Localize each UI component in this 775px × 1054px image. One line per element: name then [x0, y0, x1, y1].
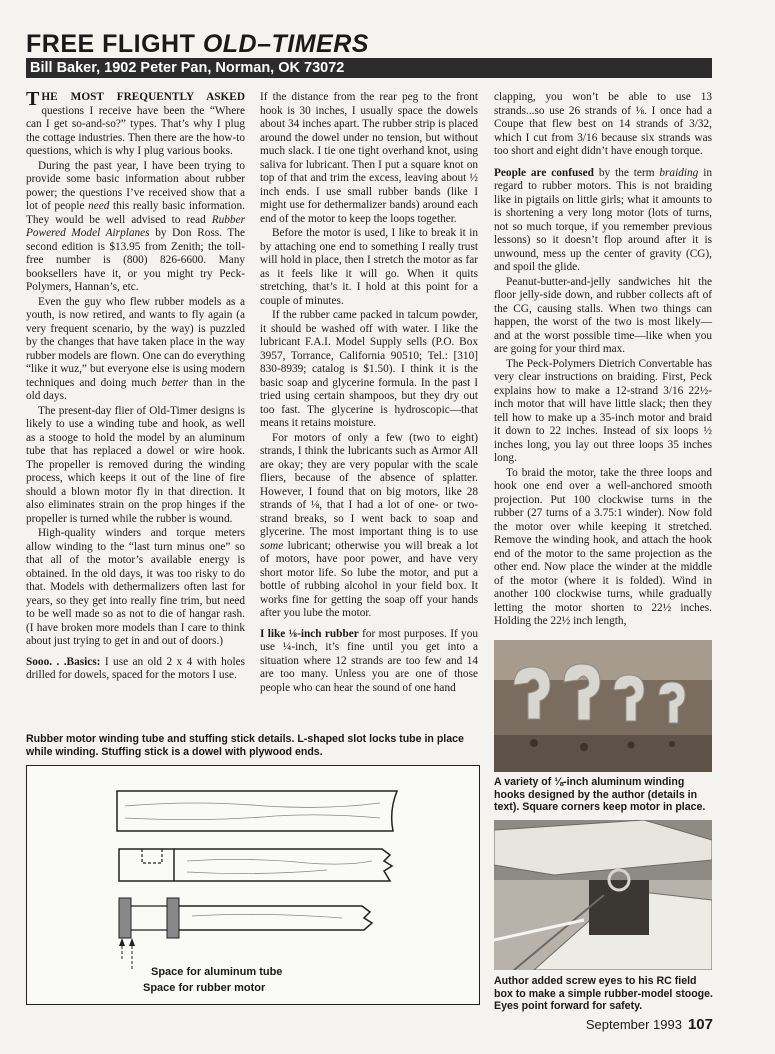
- column-2: [260, 91, 478, 696]
- run-in-head: Sooo. . .Basics:: [26, 655, 101, 668]
- paragraph: [26, 160, 245, 295]
- paragraph-text: For motors of only a few (two to eight) strands, I think the lubricants such as Armor All are okay; they are very popular with the scale fliers, because of the absence of splatter. However, I found that on big motors, like 28 strands of ⅛, that I had a lot of one- or two-strand breaks, so I went back to soap and glycerine. The most important thing is to use: [260, 431, 478, 538]
- paragraph: [494, 167, 712, 275]
- field-box-image: [494, 820, 712, 970]
- emphasis: better: [161, 376, 188, 389]
- paragraph: [260, 432, 478, 621]
- paragraph-text: by the term: [598, 166, 655, 179]
- stooge-photo: [494, 820, 712, 970]
- paragraph: [26, 656, 245, 683]
- issue-date: September 1993: [585, 1017, 682, 1032]
- paragraph: Before the motor is used, I like to break it in by attaching one end to something I really trust will hold in place, then I stretch the motor as far as it feels like it will go. When it quits stretching, that’s it. I hold at this point for a couple of minutes.: [260, 227, 478, 307]
- byline: Bill Baker, 1902 Peter Pan, Norman, OK 73072: [26, 58, 712, 78]
- emphasis: some: [260, 539, 284, 552]
- run-in-head: I like ⅛-inch rubber: [260, 627, 359, 640]
- label-rubber-motor: Space for rubber motor: [143, 982, 266, 994]
- winding-hooks-image: [494, 640, 712, 772]
- paragraph-text: than in the old days.: [26, 376, 246, 402]
- paragraph: If the rubber came packed in talcum powder, it should be washed off with water. I like the lubricant F.A.I. Model Supply sells (P.O. Box 3957, Torrance, California 90510; Tel.: [310] 830-8939; catalog is $1.50). I think it is the basic soap and glycerine formula. In the past I tried using certain shampoos, but they dry out too fast. The glycerine is hydroscopic—that means it retains moisture.: [260, 309, 478, 429]
- paragraph: [260, 628, 478, 696]
- paragraph-text: this really basic information. They would be well advised to read: [26, 200, 245, 226]
- paragraph: [26, 296, 245, 404]
- drop-cap: T: [26, 88, 40, 110]
- page-title: [26, 30, 369, 59]
- paragraph-text: for most purposes. If you use ¼-inch, it’s fine until you get into a situation where 12 strands are too few and 14 are too many. Unless you are one of those people who can hear the sound of one hand: [260, 627, 478, 694]
- emphasis: need: [88, 200, 110, 212]
- page-number: 107: [687, 1016, 713, 1033]
- paragraph-text: I use an old 2 x 4 with holes drilled for dowels, spaced for the motors I use.: [26, 655, 245, 681]
- paragraph-text: questions I receive have been the “Where can I get so-and-so?” types. That’s why I plug the cottage industries. Then there are the how-to questions, which is why I plug various books.: [26, 104, 245, 157]
- stooge-caption: Author added screw eyes to his RC field box to make a simple rubber-model stooge. Eyes point forward for safety.: [494, 975, 713, 1012]
- title-main: FREE FLIGHT: [26, 30, 196, 58]
- label-aluminum-tube: Space for aluminum tube: [151, 966, 283, 978]
- lead-in: HE MOST FREQUENTLY ASKED: [41, 91, 245, 103]
- paragraph: clapping, you won’t be able to use 13 strands...so use 26 strands of ⅛. I once had a Coupe that flew best on 14 strands of 3/32, which I cut from 3/16 because six strands was too short and eight didn’t have enough torque.: [494, 91, 712, 157]
- paragraph: The Peck-Polymers Dietrich Convertable has very clear instructions on braiding. First, Peck explains how to make a 12-strand 3/16 22½-inch motor that will have little slack; then they tell how to make up a 35-inch motor and braid it down to 22 inches. Instead of six loops ½ inches long, you lay out three loops 35 inches long.: [494, 357, 712, 464]
- paragraph-text: Even the guy who flew rubber models as a youth, is now retired, and wants to fly again (a very frequent scenario, by the way) is puzzled by the changes that have taken place in the way rubber models are flown. One can do everything “like it wuz,” but everyone else is using modern techniques and doing much: [26, 295, 245, 389]
- hooks-photo: [494, 640, 712, 772]
- page-footer: [586, 1016, 713, 1033]
- hooks-caption: A variety of ⅛-inch aluminum winding hooks designed by the author (details in text). Square corners keep motor in place.: [494, 776, 706, 813]
- winding-tube-diagram: [26, 765, 480, 1005]
- paragraph: The present-day flier of Old-Timer designs is likely to use a winding tube and hook, as well as a stooge to hold the model by an aluminum tube that has replaced a dowel or wire hook. The propeller is removed during the winding process, which keeps it out of the line of fire should a blown motor fly in that direction. It also eliminates strain on the prop hinges if the propeller is turned while the rubber is wound.: [26, 404, 245, 525]
- paragraph: Peanut-butter-and-jelly sandwiches hit the floor jelly-side down, and rubber collects aft of the CG, causing stalls. When two things can happen, the worst of the two is most likely—and at the worst possible time—like when you are going for your third max.: [494, 275, 712, 355]
- paragraph-text: in regard to rubber motors. This is not braiding like in pigtails on little girls; what it amounts to is shortening a very long motor (lots of turns, not so much torque, if you remember previous lessons) so it doesn’t flop around after it is unwound, mess up the center of gravity (CG), and spoil the glide.: [494, 166, 713, 273]
- run-in-head: People are confused: [494, 166, 594, 179]
- paragraph: If the distance from the rear peg to the front hook is 30 inches, I usually space the dowels about 34 inches apart. The rubber strip is placed around the dowel under no tension, but without much slack. I tie one tight overhand knot, using saliva for lubricant. Then I put a square knot on top of that and trim the excess, leaving about ½ inch ends. I use small rubber bands (like I might use for dethermalizer bands) around each end of the motor to keep the loops together.: [260, 91, 478, 225]
- paragraph: To braid the motor, take the three loops and hook one end over a well-anchored smooth projection. Put 100 clockwise turns in the rubber (27 turns of a 3.75:1 winder). Now fold the motor over while keeping it stretched. Remove the winding hook, and attach the hook end of the motor to the same projection as the other end. Now place the winder at the middle of the motor (where it is folded). Wind in another 100 clockwise turns, while gradually letting the motor shorten to 22½ inches. Holding the 22½ inch length,: [494, 466, 712, 627]
- paragraph: High-quality winders and torque meters allow winding to the “last turn minus one” so that all of the motor’s available energy is obtained. In the old days, it was too risky to do that. Models with dethermalizers often last for years, so they get into really fine trim, but need to be well made so as not to die of hangar rash. (I have broken more models than I care to think about just trying to get in and out of doors.): [26, 527, 245, 647]
- paragraph-text: lubricant; otherwise you will break a lot of motors, have poor power, and have very short motor life. So lube the motor, and put a bottle of rubbing alcohol in your field box. It works fine for getting the soap off your hands after you lube the motor.: [260, 539, 478, 619]
- book-title: Rubber Powered Model Airplanes: [26, 213, 245, 239]
- paragraph-text: by Don Ross. The second edition is $13.95 from Zenith; the toll-free number is (800) 826-6600. Many booksellers have it, or you might try Peck-Polymers, Hannan’s, etc.: [26, 227, 245, 293]
- title-italic: OLD–TIMERS: [202, 30, 369, 58]
- paragraph: [26, 88, 245, 159]
- column-3: [494, 91, 712, 630]
- emphasis: braiding: [659, 166, 699, 179]
- paragraph-text: During the past year, I have been trying to provide some basic information about rubber power; the questions I’ve received show that a lot of people: [26, 159, 245, 212]
- diagram-caption: Rubber motor winding tube and stuffing stick details. L-shaped slot locks tube in place while winding. Stuffing stick is a dowel with plywood ends.: [26, 733, 464, 758]
- column-1: [26, 88, 246, 684]
